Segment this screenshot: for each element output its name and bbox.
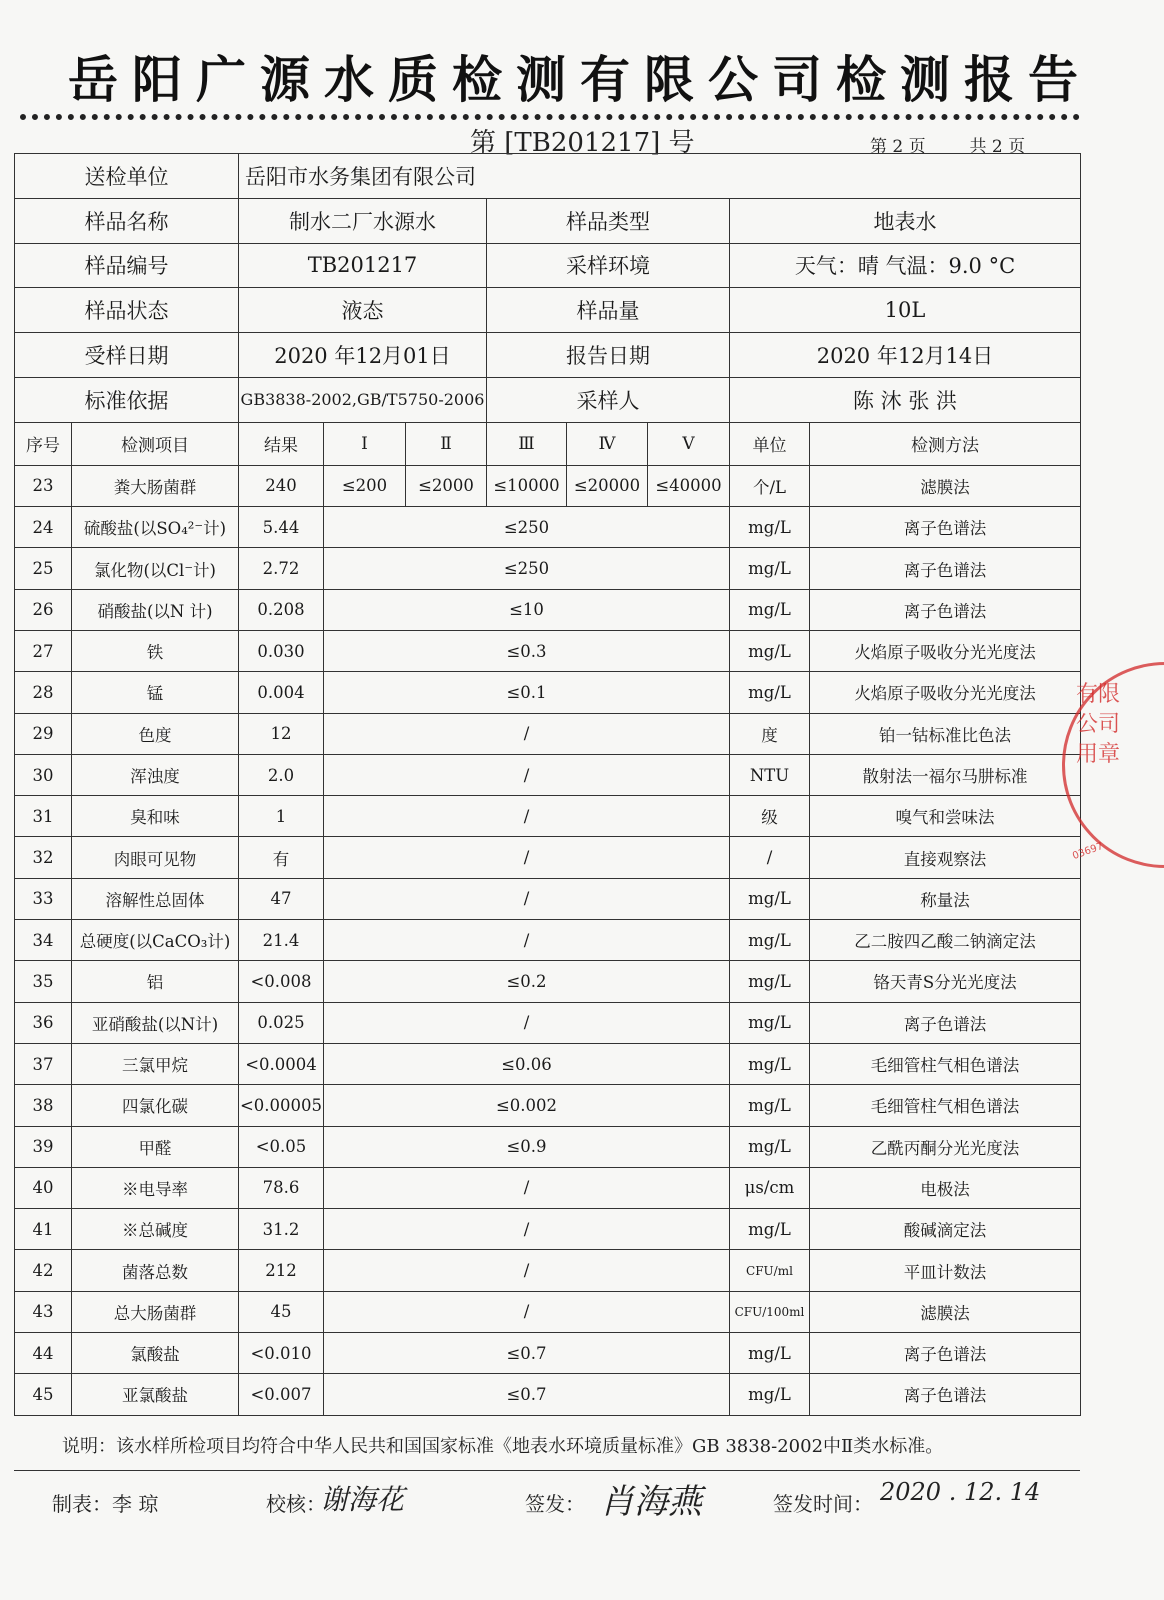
row-no: 27: [15, 630, 72, 671]
row-result: 45: [239, 1291, 324, 1332]
row-no: 31: [15, 796, 72, 837]
info-row-sender: [15, 154, 1081, 199]
row-limit: /: [324, 920, 730, 961]
row-no: 43: [15, 1291, 72, 1332]
row-method: 离子色谱法: [810, 589, 1081, 630]
table-row: [15, 1374, 1081, 1415]
label-sample-qty: 样品量: [487, 288, 730, 333]
row-method: 散射法一福尔马肼标准: [810, 754, 1081, 795]
value-sender: 岳阳市水务集团有限公司: [239, 154, 1081, 199]
row-unit: mg/L: [730, 1209, 810, 1250]
table-row: [15, 465, 1081, 506]
issuer-label: 签发：: [525, 1492, 585, 1516]
row-unit: mg/L: [730, 589, 810, 630]
issue-time-value: 2020 . 12. 14: [880, 1478, 1041, 1506]
row-limit: ≤0.3: [324, 630, 730, 671]
row-unit: CFU/100ml: [730, 1291, 810, 1332]
col-header-item: 检测项目: [72, 422, 239, 465]
col-header-result: 结果: [239, 422, 324, 465]
row-method: 火焰原子吸收分光光度法: [810, 630, 1081, 671]
table-row: [15, 1250, 1081, 1291]
row-result: <0.0004: [239, 1043, 324, 1084]
seal-number: 03697: [1071, 840, 1105, 863]
issuer-signature: 肖海燕: [600, 1482, 702, 1522]
row-no: 24: [15, 507, 72, 548]
checker-signature: 谢海花: [320, 1483, 405, 1516]
value-sample-name: 制水二厂水源水: [239, 198, 487, 243]
row-no: 26: [15, 589, 72, 630]
row-method: 称量法: [810, 878, 1081, 919]
value-sample-state: 液态: [239, 288, 487, 333]
row-no: 39: [15, 1126, 72, 1167]
row-no: 42: [15, 1250, 72, 1291]
table-header-row: [15, 422, 1081, 465]
row-method: 毛细管柱气相色谱法: [810, 1085, 1081, 1126]
row-no: 44: [15, 1333, 72, 1374]
col-header-class-1: Ⅰ: [324, 422, 406, 465]
col-header-class-5: Ⅴ: [648, 422, 730, 465]
row-method: 乙二胺四乙酸二钠滴定法: [810, 920, 1081, 961]
row-result: 240: [239, 465, 324, 506]
row-unit: mg/L: [730, 920, 810, 961]
row-unit: NTU: [730, 754, 810, 795]
row-method: 直接观察法: [810, 837, 1081, 878]
label-report-date: 报告日期: [487, 333, 730, 378]
row-unit: mg/L: [730, 961, 810, 1002]
info-row-dates: [15, 333, 1081, 378]
row-limit: ≤0.2: [324, 961, 730, 1002]
row-unit: mg/L: [730, 1333, 810, 1374]
row-unit: mg/L: [730, 1126, 810, 1167]
row-result: 47: [239, 878, 324, 919]
row-limit: ≤0.7: [324, 1374, 730, 1415]
label-sample-state: 样品状态: [15, 288, 239, 333]
row-limit: ≤250: [324, 548, 730, 589]
table-row: [15, 1167, 1081, 1208]
label-receive-date: 受样日期: [15, 333, 239, 378]
row-method: 平皿计数法: [810, 1250, 1081, 1291]
row-limit: /: [324, 796, 730, 837]
row-item: 锰: [72, 672, 239, 713]
row-limit: ≤0.06: [324, 1043, 730, 1084]
row-result: 0.208: [239, 589, 324, 630]
value-sample-qty: 10L: [730, 288, 1081, 333]
row-class-2: ≤2000: [406, 465, 487, 506]
row-unit: mg/L: [730, 630, 810, 671]
col-header-no: 序号: [15, 422, 72, 465]
row-no: 41: [15, 1209, 72, 1250]
row-result: <0.00005: [239, 1085, 324, 1126]
row-method: 电极法: [810, 1167, 1081, 1208]
table-row: [15, 1002, 1081, 1043]
table-row: [15, 1291, 1081, 1332]
label-sender: 送检单位: [15, 154, 239, 199]
table-row: [15, 1085, 1081, 1126]
row-result: 1: [239, 796, 324, 837]
page-number: 第 2 页: [870, 137, 926, 157]
row-result: <0.008: [239, 961, 324, 1002]
row-result: <0.007: [239, 1374, 324, 1415]
row-class-3: ≤10000: [487, 465, 567, 506]
row-item: 甲醛: [72, 1126, 239, 1167]
value-sample-type: 地表水: [730, 198, 1081, 243]
row-no: 36: [15, 1002, 72, 1043]
col-header-class-2: Ⅱ: [406, 422, 487, 465]
table-row: [15, 1333, 1081, 1374]
row-unit: CFU/ml: [730, 1250, 810, 1291]
row-result: 0.025: [239, 1002, 324, 1043]
row-unit: mg/L: [730, 1374, 810, 1415]
table-row: [15, 961, 1081, 1002]
row-method: 离子色谱法: [810, 507, 1081, 548]
row-item: 亚硝酸盐(以N计): [72, 1002, 239, 1043]
row-item: 肉眼可见物: [72, 837, 239, 878]
row-limit: ≤0.7: [324, 1333, 730, 1374]
table-row: [15, 1209, 1081, 1250]
row-limit: /: [324, 1002, 730, 1043]
row-item: 三氯甲烷: [72, 1043, 239, 1084]
row-unit: 度: [730, 713, 810, 754]
row-item: 总硬度(以CaCO₃计): [72, 920, 239, 961]
row-item: 氯化物(以Cl⁻计): [72, 548, 239, 589]
table-row: [15, 837, 1081, 878]
label-sample-code: 样品编号: [15, 243, 239, 288]
row-no: 45: [15, 1374, 72, 1415]
row-method: 嗅气和尝味法: [810, 796, 1081, 837]
row-unit: mg/L: [730, 1043, 810, 1084]
row-limit: /: [324, 1250, 730, 1291]
row-method: 离子色谱法: [810, 1002, 1081, 1043]
value-sampler: 陈 沐 张 洪: [730, 377, 1081, 422]
row-no: 37: [15, 1043, 72, 1084]
row-method: 离子色谱法: [810, 1374, 1081, 1415]
row-method: 滤膜法: [810, 1291, 1081, 1332]
row-result: 12: [239, 713, 324, 754]
row-item: 铝: [72, 961, 239, 1002]
row-method: 离子色谱法: [810, 548, 1081, 589]
report-number: 第 [TB201217] 号: [470, 128, 695, 158]
value-receive-date: 2020 年12月01日: [239, 333, 487, 378]
row-result: 78.6: [239, 1167, 324, 1208]
row-limit: /: [324, 1209, 730, 1250]
table-row: [15, 878, 1081, 919]
row-no: 23: [15, 465, 72, 506]
row-item: 硫酸盐(以SO₄²⁻计): [72, 507, 239, 548]
row-item: 色度: [72, 713, 239, 754]
footer-divider: [14, 1470, 1080, 1471]
row-method: 酸碱滴定法: [810, 1209, 1081, 1250]
table-row: [15, 548, 1081, 589]
table-row: [15, 507, 1081, 548]
table-row: [15, 796, 1081, 837]
page-total: 共 2 页: [969, 137, 1026, 157]
col-header-class-3: Ⅲ: [487, 422, 567, 465]
row-unit: mg/L: [730, 1002, 810, 1043]
label-standard: 标准依据: [15, 377, 239, 422]
row-method: 铬天青S分光光度法: [810, 961, 1081, 1002]
row-unit: μs/cm: [730, 1167, 810, 1208]
row-method: 铂一钴标准比色法: [810, 713, 1081, 754]
row-item: 菌落总数: [72, 1250, 239, 1291]
report-table: [14, 153, 1081, 1416]
maker-label: 制表：李 琼: [52, 1492, 159, 1516]
row-class-1: ≤200: [324, 465, 406, 506]
issue-time-label: 签发时间：: [773, 1492, 873, 1516]
row-item: 臭和味: [72, 796, 239, 837]
row-limit: ≤0.9: [324, 1126, 730, 1167]
result-rows: [15, 507, 1081, 1416]
value-sample-code: TB201217: [239, 243, 487, 288]
row-item: 粪大肠菌群: [72, 465, 239, 506]
row-no: 28: [15, 672, 72, 713]
row-limit: /: [324, 1291, 730, 1332]
col-header-method: 检测方法: [810, 422, 1081, 465]
row-unit: 级: [730, 796, 810, 837]
table-row: [15, 920, 1081, 961]
table-row: [15, 1126, 1081, 1167]
info-row-standard: [15, 377, 1081, 422]
row-method: 毛细管柱气相色谱法: [810, 1043, 1081, 1084]
row-no: 29: [15, 713, 72, 754]
row-method: 乙酰丙酮分光光度法: [810, 1126, 1081, 1167]
row-limit: /: [324, 713, 730, 754]
row-no: 34: [15, 920, 72, 961]
info-row-state: [15, 288, 1081, 333]
row-no: 32: [15, 837, 72, 878]
row-item: 四氯化碳: [72, 1085, 239, 1126]
label-sample-name: 样品名称: [15, 198, 239, 243]
value-sampling-env: 天气：晴 气温：9.0 °C: [730, 243, 1081, 288]
row-limit: ≤0.002: [324, 1085, 730, 1126]
table-row: [15, 1043, 1081, 1084]
row-result: 0.004: [239, 672, 324, 713]
row-item: ※电导率: [72, 1167, 239, 1208]
row-class-4: ≤20000: [567, 465, 648, 506]
info-row-code: [15, 243, 1081, 288]
row-item: ※总碱度: [72, 1209, 239, 1250]
row-no: 30: [15, 754, 72, 795]
label-sample-type: 样品类型: [487, 198, 730, 243]
row-no: 25: [15, 548, 72, 589]
row-item: 浑浊度: [72, 754, 239, 795]
dotted-divider: [20, 114, 1080, 120]
row-result: 5.44: [239, 507, 324, 548]
value-report-date: 2020 年12月14日: [730, 333, 1081, 378]
row-item: 铁: [72, 630, 239, 671]
row-method: 离子色谱法: [810, 1333, 1081, 1374]
row-unit: 个/L: [730, 465, 810, 506]
row-limit: /: [324, 1167, 730, 1208]
row-unit: /: [730, 837, 810, 878]
row-no: 33: [15, 878, 72, 919]
row-no: 38: [15, 1085, 72, 1126]
table-row: [15, 630, 1081, 671]
row-limit: ≤10: [324, 589, 730, 630]
row-limit: /: [324, 754, 730, 795]
conclusion-note: 说明：该水样所检项目均符合中华人民共和国国家标准《地表水环境质量标准》GB 3838-2002中Ⅱ类水标准。: [62, 1436, 944, 1457]
row-item: 硝酸盐(以N 计): [72, 589, 239, 630]
label-sampling-env: 采样环境: [487, 243, 730, 288]
row-limit: /: [324, 837, 730, 878]
row-unit: mg/L: [730, 507, 810, 548]
col-header-class-4: Ⅳ: [567, 422, 648, 465]
row-unit: mg/L: [730, 672, 810, 713]
row-unit: mg/L: [730, 878, 810, 919]
row-unit: mg/L: [730, 548, 810, 589]
row-item: 亚氯酸盐: [72, 1374, 239, 1415]
row-item: 溶解性总固体: [72, 878, 239, 919]
table-row: [15, 754, 1081, 795]
info-row-name: [15, 198, 1081, 243]
row-result: 2.72: [239, 548, 324, 589]
row-limit: ≤0.1: [324, 672, 730, 713]
row-item: 氯酸盐: [72, 1333, 239, 1374]
row-result: 21.4: [239, 920, 324, 961]
row-limit: /: [324, 878, 730, 919]
seal-text: 有限公司用章: [1076, 682, 1121, 767]
row-method: 火焰原子吸收分光光度法: [810, 672, 1081, 713]
table-row: [15, 589, 1081, 630]
checker-label: 校核：: [266, 1492, 326, 1516]
row-limit: ≤250: [324, 507, 730, 548]
row-no: 35: [15, 961, 72, 1002]
row-result: <0.05: [239, 1126, 324, 1167]
label-sampler: 采样人: [487, 377, 730, 422]
report-title: 岳阳广源水质检测有限公司检测报告: [68, 51, 1092, 109]
row-result: <0.010: [239, 1333, 324, 1374]
table-row: [15, 713, 1081, 754]
row-method: 滤膜法: [810, 465, 1081, 506]
row-result: 0.030: [239, 630, 324, 671]
row-result: 212: [239, 1250, 324, 1291]
row-no: 40: [15, 1167, 72, 1208]
value-standard: GB3838-2002,GB/T5750-2006: [239, 377, 487, 422]
row-class-5: ≤40000: [648, 465, 730, 506]
row-result: 31.2: [239, 1209, 324, 1250]
row-result: 有: [239, 837, 324, 878]
row-unit: mg/L: [730, 1085, 810, 1126]
col-header-unit: 单位: [730, 422, 810, 465]
table-row: [15, 672, 1081, 713]
row-result: 2.0: [239, 754, 324, 795]
row-item: 总大肠菌群: [72, 1291, 239, 1332]
